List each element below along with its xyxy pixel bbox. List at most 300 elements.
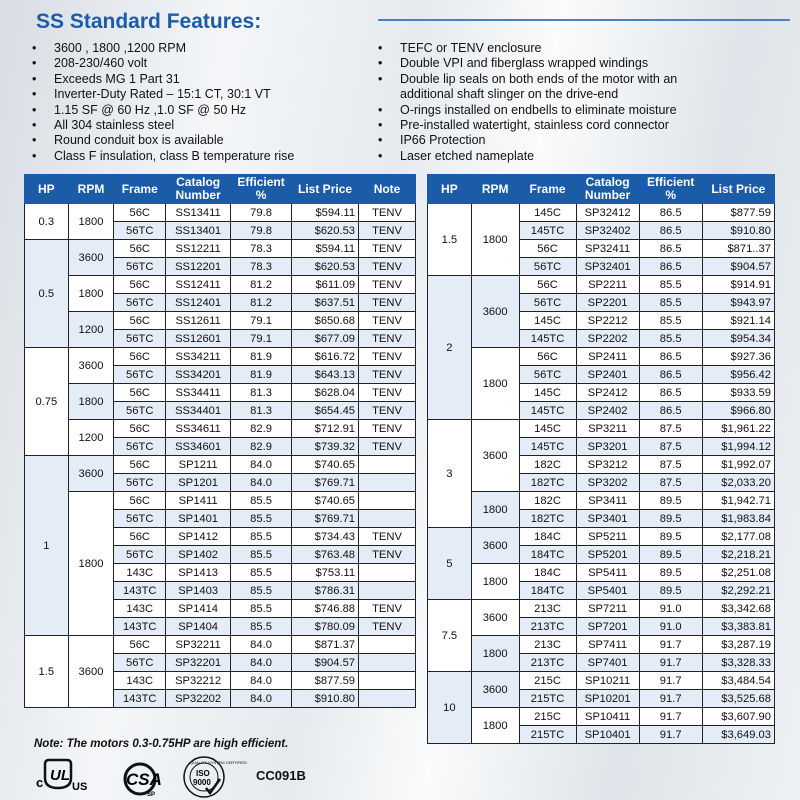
frame-cell: 145TC bbox=[519, 330, 576, 348]
efficiency-cell: 85.5 bbox=[231, 618, 292, 636]
catalog-cell: SP10211 bbox=[576, 672, 639, 690]
efficiency-cell: 85.5 bbox=[231, 492, 292, 510]
frame-cell: 184C bbox=[519, 564, 576, 582]
rpm-cell: 1800 bbox=[68, 204, 114, 240]
table-row bbox=[25, 420, 416, 438]
frame-cell: 56C bbox=[114, 240, 166, 258]
catalog-cell: SP1201 bbox=[166, 474, 231, 492]
catalog-cell: SP3411 bbox=[576, 492, 639, 510]
note-cell: TENV bbox=[359, 420, 416, 438]
price-cell: $3,525.68 bbox=[702, 690, 774, 708]
efficiency-cell: 89.5 bbox=[639, 492, 702, 510]
hp-cell: 0.3 bbox=[25, 204, 69, 240]
price-cell: $910.80 bbox=[292, 690, 359, 708]
price-table-right bbox=[427, 174, 775, 744]
note-cell: TENV bbox=[359, 330, 416, 348]
efficiency-cell: 87.5 bbox=[639, 474, 702, 492]
catalog-cell: SP7201 bbox=[576, 618, 639, 636]
frame-cell: 145C bbox=[519, 204, 576, 222]
catalog-cell: SP5211 bbox=[576, 528, 639, 546]
price-cell: $2,033.20 bbox=[702, 474, 774, 492]
rpm-cell: 3600 bbox=[471, 276, 519, 348]
price-cell: $914.91 bbox=[702, 276, 774, 294]
efficiency-cell: 87.5 bbox=[639, 438, 702, 456]
rpm-cell: 1800 bbox=[471, 564, 519, 600]
price-cell: $643.13 bbox=[292, 366, 359, 384]
price-cell: $3,383.81 bbox=[702, 618, 774, 636]
frame-cell: 145C bbox=[519, 312, 576, 330]
table-row bbox=[428, 348, 775, 366]
frame-cell: 56TC bbox=[114, 402, 166, 420]
rpm-cell: 1800 bbox=[471, 492, 519, 528]
efficiency-cell: 85.5 bbox=[639, 294, 702, 312]
price-cell: $877.59 bbox=[292, 672, 359, 690]
efficiency-cell: 86.5 bbox=[639, 204, 702, 222]
hp-cell: 7.5 bbox=[428, 600, 472, 672]
price-cell: $910.80 bbox=[702, 222, 774, 240]
efficiency-cell: 84.0 bbox=[231, 690, 292, 708]
frame-cell: 56TC bbox=[114, 654, 166, 672]
note-cell bbox=[359, 492, 416, 510]
efficiency-cell: 91.0 bbox=[639, 600, 702, 618]
svg-text:US: US bbox=[72, 781, 88, 793]
catalog-cell: SP2212 bbox=[576, 312, 639, 330]
hp-cell: 0.5 bbox=[25, 240, 69, 348]
catalog-cell: SP2201 bbox=[576, 294, 639, 312]
efficiency-cell: 89.5 bbox=[639, 582, 702, 600]
note-cell: TENV bbox=[359, 438, 416, 456]
rpm-cell: 3600 bbox=[68, 456, 114, 492]
catalog-cell: SP1402 bbox=[166, 546, 231, 564]
frame-cell: 143C bbox=[114, 600, 166, 618]
column-header: Catalog Number bbox=[166, 175, 231, 204]
frame-cell: 56TC bbox=[114, 258, 166, 276]
rpm-cell: 1800 bbox=[471, 348, 519, 420]
frame-cell: 56C bbox=[114, 276, 166, 294]
price-cell: $763.48 bbox=[292, 546, 359, 564]
efficiency-cell: 89.5 bbox=[639, 546, 702, 564]
price-table-left bbox=[24, 174, 416, 708]
column-header: Efficient % bbox=[639, 175, 702, 204]
price-cell: $3,328.33 bbox=[702, 654, 774, 672]
price-cell: $712.91 bbox=[292, 420, 359, 438]
efficiency-cell: 78.3 bbox=[231, 240, 292, 258]
catalog-cell: SS13401 bbox=[166, 222, 231, 240]
efficiency-cell: 91.7 bbox=[639, 654, 702, 672]
column-header: HP bbox=[25, 175, 69, 204]
feature-item: • 3600 , 1800 ,1200 RPM bbox=[30, 41, 370, 56]
price-cell: $2,177.08 bbox=[702, 528, 774, 546]
iso-9000-seal bbox=[182, 755, 247, 799]
table-row bbox=[25, 312, 416, 330]
note-cell bbox=[359, 636, 416, 654]
note-cell: TENV bbox=[359, 204, 416, 222]
price-cell: $1,961.22 bbox=[702, 420, 774, 438]
table-row bbox=[428, 600, 775, 618]
rpm-cell: 3600 bbox=[68, 348, 114, 384]
efficiency-cell: 87.5 bbox=[639, 456, 702, 474]
catalog-cell: SP10201 bbox=[576, 690, 639, 708]
note-cell: TENV bbox=[359, 258, 416, 276]
document-code: CC091B bbox=[256, 768, 306, 783]
note-cell: TENV bbox=[359, 312, 416, 330]
frame-cell: 56C bbox=[114, 492, 166, 510]
rpm-cell: 3600 bbox=[68, 240, 114, 276]
frame-cell: 213C bbox=[519, 600, 576, 618]
efficiency-cell: 85.5 bbox=[231, 564, 292, 582]
price-cell: $927.36 bbox=[702, 348, 774, 366]
price-cell: $3,607.90 bbox=[702, 708, 774, 726]
catalog-cell: SP5201 bbox=[576, 546, 639, 564]
column-header: Efficient % bbox=[231, 175, 292, 204]
catalog-cell: SS12201 bbox=[166, 258, 231, 276]
catalog-cell: SP7411 bbox=[576, 636, 639, 654]
efficiency-cell: 85.5 bbox=[231, 582, 292, 600]
efficiency-cell: 84.0 bbox=[231, 456, 292, 474]
catalog-cell: SS34411 bbox=[166, 384, 231, 402]
column-header: RPM bbox=[68, 175, 114, 204]
frame-cell: 184TC bbox=[519, 546, 576, 564]
table-row bbox=[428, 528, 775, 546]
note-cell: TENV bbox=[359, 348, 416, 366]
note-cell bbox=[359, 510, 416, 528]
frame-cell: 56TC bbox=[114, 438, 166, 456]
footnote: Note: The motors 0.3-0.75HP are high efficient. bbox=[34, 738, 289, 750]
rpm-cell: 1800 bbox=[471, 204, 519, 276]
catalog-cell: SS34211 bbox=[166, 348, 231, 366]
feature-item: • IP66 Protection bbox=[376, 133, 706, 148]
note-cell: TENV bbox=[359, 294, 416, 312]
frame-cell: 215C bbox=[519, 672, 576, 690]
catalog-cell: SS34401 bbox=[166, 402, 231, 420]
feature-item: • Exceeds MG 1 Part 31 bbox=[30, 72, 370, 87]
frame-cell: 213C bbox=[519, 636, 576, 654]
catalog-cell: SP1403 bbox=[166, 582, 231, 600]
efficiency-cell: 91.7 bbox=[639, 726, 702, 744]
catalog-cell: SP3211 bbox=[576, 420, 639, 438]
svg-text:QUALITY SYSTEM CERTIFIED: QUALITY SYSTEM CERTIFIED bbox=[190, 760, 247, 765]
feature-item: • 1.15 SF @ 60 Hz ,1.0 SF @ 50 Hz bbox=[30, 103, 370, 118]
frame-cell: 56TC bbox=[519, 366, 576, 384]
price-cell: $734.43 bbox=[292, 528, 359, 546]
price-cell: $594.11 bbox=[292, 240, 359, 258]
frame-cell: 213TC bbox=[519, 618, 576, 636]
frame-cell: 182TC bbox=[519, 474, 576, 492]
frame-cell: 143TC bbox=[114, 618, 166, 636]
column-header: Catalog Number bbox=[576, 175, 639, 204]
table-row bbox=[25, 276, 416, 294]
efficiency-cell: 86.5 bbox=[639, 258, 702, 276]
efficiency-cell: 86.5 bbox=[639, 348, 702, 366]
efficiency-cell: 79.1 bbox=[231, 312, 292, 330]
efficiency-cell: 84.0 bbox=[231, 636, 292, 654]
column-header: List Price bbox=[292, 175, 359, 204]
efficiency-cell: 86.5 bbox=[639, 384, 702, 402]
frame-cell: 56TC bbox=[114, 474, 166, 492]
feature-item: • TEFC or TENV enclosure bbox=[376, 41, 706, 56]
catalog-cell: SP2412 bbox=[576, 384, 639, 402]
frame-cell: 215TC bbox=[519, 690, 576, 708]
catalog-cell: SP1211 bbox=[166, 456, 231, 474]
svg-text:ISO: ISO bbox=[196, 769, 210, 778]
price-cell: $871.37 bbox=[292, 636, 359, 654]
column-header: Frame bbox=[519, 175, 576, 204]
catalog-cell: SP7211 bbox=[576, 600, 639, 618]
price-cell: $877.59 bbox=[702, 204, 774, 222]
catalog-cell: SP32202 bbox=[166, 690, 231, 708]
catalog-cell: SS12411 bbox=[166, 276, 231, 294]
price-cell: $620.53 bbox=[292, 222, 359, 240]
frame-cell: 56C bbox=[114, 204, 166, 222]
efficiency-cell: 89.5 bbox=[639, 510, 702, 528]
features-list-left bbox=[30, 41, 370, 164]
hp-cell: 1.5 bbox=[25, 636, 69, 708]
catalog-cell: SP32212 bbox=[166, 672, 231, 690]
price-cell: $1,983.84 bbox=[702, 510, 774, 528]
column-header: RPM bbox=[471, 175, 519, 204]
frame-cell: 215C bbox=[519, 708, 576, 726]
price-cell: $3,342.68 bbox=[702, 600, 774, 618]
price-cell: $650.68 bbox=[292, 312, 359, 330]
catalog-cell: SP10411 bbox=[576, 708, 639, 726]
catalog-cell: SP32201 bbox=[166, 654, 231, 672]
price-cell: $746.88 bbox=[292, 600, 359, 618]
efficiency-cell: 91.0 bbox=[639, 618, 702, 636]
price-cell: $2,251.08 bbox=[702, 564, 774, 582]
svg-text:CSA: CSA bbox=[126, 770, 162, 789]
price-cell: $1,994.12 bbox=[702, 438, 774, 456]
catalog-cell: SP3201 bbox=[576, 438, 639, 456]
catalog-cell: SP1414 bbox=[166, 600, 231, 618]
table-row bbox=[428, 564, 775, 582]
note-cell: TENV bbox=[359, 222, 416, 240]
catalog-cell: SP3401 bbox=[576, 510, 639, 528]
efficiency-cell: 81.9 bbox=[231, 366, 292, 384]
efficiency-cell: 91.7 bbox=[639, 708, 702, 726]
catalog-cell: SP2211 bbox=[576, 276, 639, 294]
price-cell: $954.34 bbox=[702, 330, 774, 348]
rpm-cell: 1200 bbox=[68, 420, 114, 456]
efficiency-cell: 84.0 bbox=[231, 672, 292, 690]
rpm-cell: 1800 bbox=[471, 708, 519, 744]
catalog-cell: SP3212 bbox=[576, 456, 639, 474]
frame-cell: 56TC bbox=[114, 294, 166, 312]
svg-text:UL: UL bbox=[50, 767, 70, 784]
table-row bbox=[428, 276, 775, 294]
catalog-cell: SP2401 bbox=[576, 366, 639, 384]
price-cell: $769.71 bbox=[292, 474, 359, 492]
note-cell: TENV bbox=[359, 402, 416, 420]
price-cell: $933.59 bbox=[702, 384, 774, 402]
frame-cell: 145C bbox=[519, 384, 576, 402]
catalog-cell: SP2202 bbox=[576, 330, 639, 348]
efficiency-cell: 87.5 bbox=[639, 420, 702, 438]
note-cell: TENV bbox=[359, 240, 416, 258]
efficiency-cell: 81.2 bbox=[231, 276, 292, 294]
catalog-cell: SP2411 bbox=[576, 348, 639, 366]
frame-cell: 56TC bbox=[114, 222, 166, 240]
efficiency-cell: 81.3 bbox=[231, 402, 292, 420]
catalog-cell: SP5401 bbox=[576, 582, 639, 600]
price-cell: $637.51 bbox=[292, 294, 359, 312]
note-cell: TENV bbox=[359, 276, 416, 294]
frame-cell: 56TC bbox=[519, 294, 576, 312]
price-cell: $780.09 bbox=[292, 618, 359, 636]
catalog-cell: SP32211 bbox=[166, 636, 231, 654]
frame-cell: 56C bbox=[114, 384, 166, 402]
efficiency-cell: 89.5 bbox=[639, 528, 702, 546]
efficiency-cell: 81.9 bbox=[231, 348, 292, 366]
efficiency-cell: 78.3 bbox=[231, 258, 292, 276]
catalog-cell: SP1401 bbox=[166, 510, 231, 528]
column-header: Note bbox=[359, 175, 416, 204]
efficiency-cell: 81.2 bbox=[231, 294, 292, 312]
frame-cell: 145TC bbox=[519, 438, 576, 456]
efficiency-cell: 86.5 bbox=[639, 366, 702, 384]
efficiency-cell: 85.5 bbox=[231, 600, 292, 618]
svg-text:9000: 9000 bbox=[193, 778, 211, 787]
feature-item: • Double VPI and fiberglass wrapped windings bbox=[376, 56, 706, 71]
ul-listed-logo bbox=[36, 758, 94, 794]
column-header: Frame bbox=[114, 175, 166, 204]
feature-item: • Round conduit box is available bbox=[30, 133, 370, 148]
table-row bbox=[428, 420, 775, 438]
table-row bbox=[25, 456, 416, 474]
table-row bbox=[25, 636, 416, 654]
catalog-cell: SP1412 bbox=[166, 528, 231, 546]
catalog-cell: SP1411 bbox=[166, 492, 231, 510]
efficiency-cell: 79.1 bbox=[231, 330, 292, 348]
table-row bbox=[428, 204, 775, 222]
table-row bbox=[25, 384, 416, 402]
price-cell: $956.42 bbox=[702, 366, 774, 384]
catalog-cell: SP32402 bbox=[576, 222, 639, 240]
note-cell bbox=[359, 456, 416, 474]
frame-cell: 143C bbox=[114, 564, 166, 582]
price-cell: $904.57 bbox=[702, 258, 774, 276]
frame-cell: 56C bbox=[519, 348, 576, 366]
catalog-cell: SS34611 bbox=[166, 420, 231, 438]
efficiency-cell: 85.5 bbox=[639, 276, 702, 294]
efficiency-cell: 82.9 bbox=[231, 438, 292, 456]
note-cell: TENV bbox=[359, 528, 416, 546]
catalog-cell: SP32412 bbox=[576, 204, 639, 222]
feature-item: • Pre-installed watertight, stainless cord connector bbox=[376, 118, 706, 133]
frame-cell: 56TC bbox=[114, 330, 166, 348]
rpm-cell: 1800 bbox=[68, 384, 114, 420]
rpm-cell: 1200 bbox=[68, 312, 114, 348]
efficiency-cell: 85.5 bbox=[639, 312, 702, 330]
rpm-cell: 3600 bbox=[471, 420, 519, 492]
efficiency-cell: 84.0 bbox=[231, 654, 292, 672]
efficiency-cell: 81.3 bbox=[231, 384, 292, 402]
price-cell: $1,992.07 bbox=[702, 456, 774, 474]
catalog-cell: SP5411 bbox=[576, 564, 639, 582]
catalog-cell: SP10401 bbox=[576, 726, 639, 744]
catalog-cell: SP32401 bbox=[576, 258, 639, 276]
price-cell: $943.97 bbox=[702, 294, 774, 312]
hp-cell: 1 bbox=[25, 456, 69, 636]
price-cell: $3,484.54 bbox=[702, 672, 774, 690]
catalog-cell: SS12211 bbox=[166, 240, 231, 258]
frame-cell: 143TC bbox=[114, 582, 166, 600]
rpm-cell: 3600 bbox=[471, 672, 519, 708]
hp-cell: 2 bbox=[428, 276, 472, 420]
hp-cell: 5 bbox=[428, 528, 472, 600]
price-cell: $786.31 bbox=[292, 582, 359, 600]
note-cell: TENV bbox=[359, 600, 416, 618]
note-cell bbox=[359, 654, 416, 672]
price-cell: $2,292.21 bbox=[702, 582, 774, 600]
efficiency-cell: 85.5 bbox=[231, 510, 292, 528]
feature-item: • Double lip seals on both ends of the motor with an additional shaft slinger on the drive-end bbox=[376, 72, 706, 103]
price-cell: $628.04 bbox=[292, 384, 359, 402]
efficiency-cell: 86.5 bbox=[639, 222, 702, 240]
frame-cell: 56C bbox=[114, 636, 166, 654]
catalog-cell: SP2402 bbox=[576, 402, 639, 420]
price-cell: $739.32 bbox=[292, 438, 359, 456]
feature-item: • 208-230/460 volt bbox=[30, 56, 370, 71]
table-row bbox=[428, 708, 775, 726]
frame-cell: 56TC bbox=[114, 546, 166, 564]
price-cell: $677.09 bbox=[292, 330, 359, 348]
frame-cell: 213TC bbox=[519, 654, 576, 672]
note-cell bbox=[359, 582, 416, 600]
page-title: SS Standard Features: bbox=[36, 10, 262, 33]
efficiency-cell: 91.7 bbox=[639, 636, 702, 654]
feature-item: • Laser etched nameplate bbox=[376, 149, 706, 164]
catalog-cell: SS12601 bbox=[166, 330, 231, 348]
svg-text:c: c bbox=[36, 775, 44, 790]
frame-cell: 145TC bbox=[519, 402, 576, 420]
frame-cell: 56C bbox=[114, 348, 166, 366]
rpm-cell: 1800 bbox=[68, 492, 114, 636]
note-cell: TENV bbox=[359, 618, 416, 636]
efficiency-cell: 86.5 bbox=[639, 240, 702, 258]
frame-cell: 143C bbox=[114, 672, 166, 690]
price-cell: $616.72 bbox=[292, 348, 359, 366]
rpm-cell: 3600 bbox=[68, 636, 114, 708]
efficiency-cell: 85.5 bbox=[639, 330, 702, 348]
efficiency-cell: 91.7 bbox=[639, 690, 702, 708]
price-cell: $871..37 bbox=[702, 240, 774, 258]
price-cell: $966.80 bbox=[702, 402, 774, 420]
frame-cell: 56TC bbox=[114, 366, 166, 384]
catalog-cell: SP7401 bbox=[576, 654, 639, 672]
price-cell: $904.57 bbox=[292, 654, 359, 672]
price-cell: $753.11 bbox=[292, 564, 359, 582]
rpm-cell: 1800 bbox=[68, 276, 114, 312]
efficiency-cell: 91.7 bbox=[639, 672, 702, 690]
frame-cell: 56C bbox=[519, 276, 576, 294]
hp-cell: 3 bbox=[428, 420, 472, 528]
catalog-cell: SS12401 bbox=[166, 294, 231, 312]
efficiency-cell: 79.8 bbox=[231, 204, 292, 222]
price-cell: $740.65 bbox=[292, 492, 359, 510]
price-cell: $611.09 bbox=[292, 276, 359, 294]
note-cell bbox=[359, 564, 416, 582]
price-cell: $3,649.03 bbox=[702, 726, 774, 744]
price-cell: $3,287.19 bbox=[702, 636, 774, 654]
frame-cell: 56TC bbox=[519, 258, 576, 276]
efficiency-cell: 85.5 bbox=[231, 546, 292, 564]
frame-cell: 56C bbox=[114, 420, 166, 438]
rpm-cell: 1800 bbox=[471, 636, 519, 672]
price-cell: $654.45 bbox=[292, 402, 359, 420]
title-rule bbox=[378, 19, 790, 21]
frame-cell: 56C bbox=[519, 240, 576, 258]
frame-cell: 182C bbox=[519, 492, 576, 510]
